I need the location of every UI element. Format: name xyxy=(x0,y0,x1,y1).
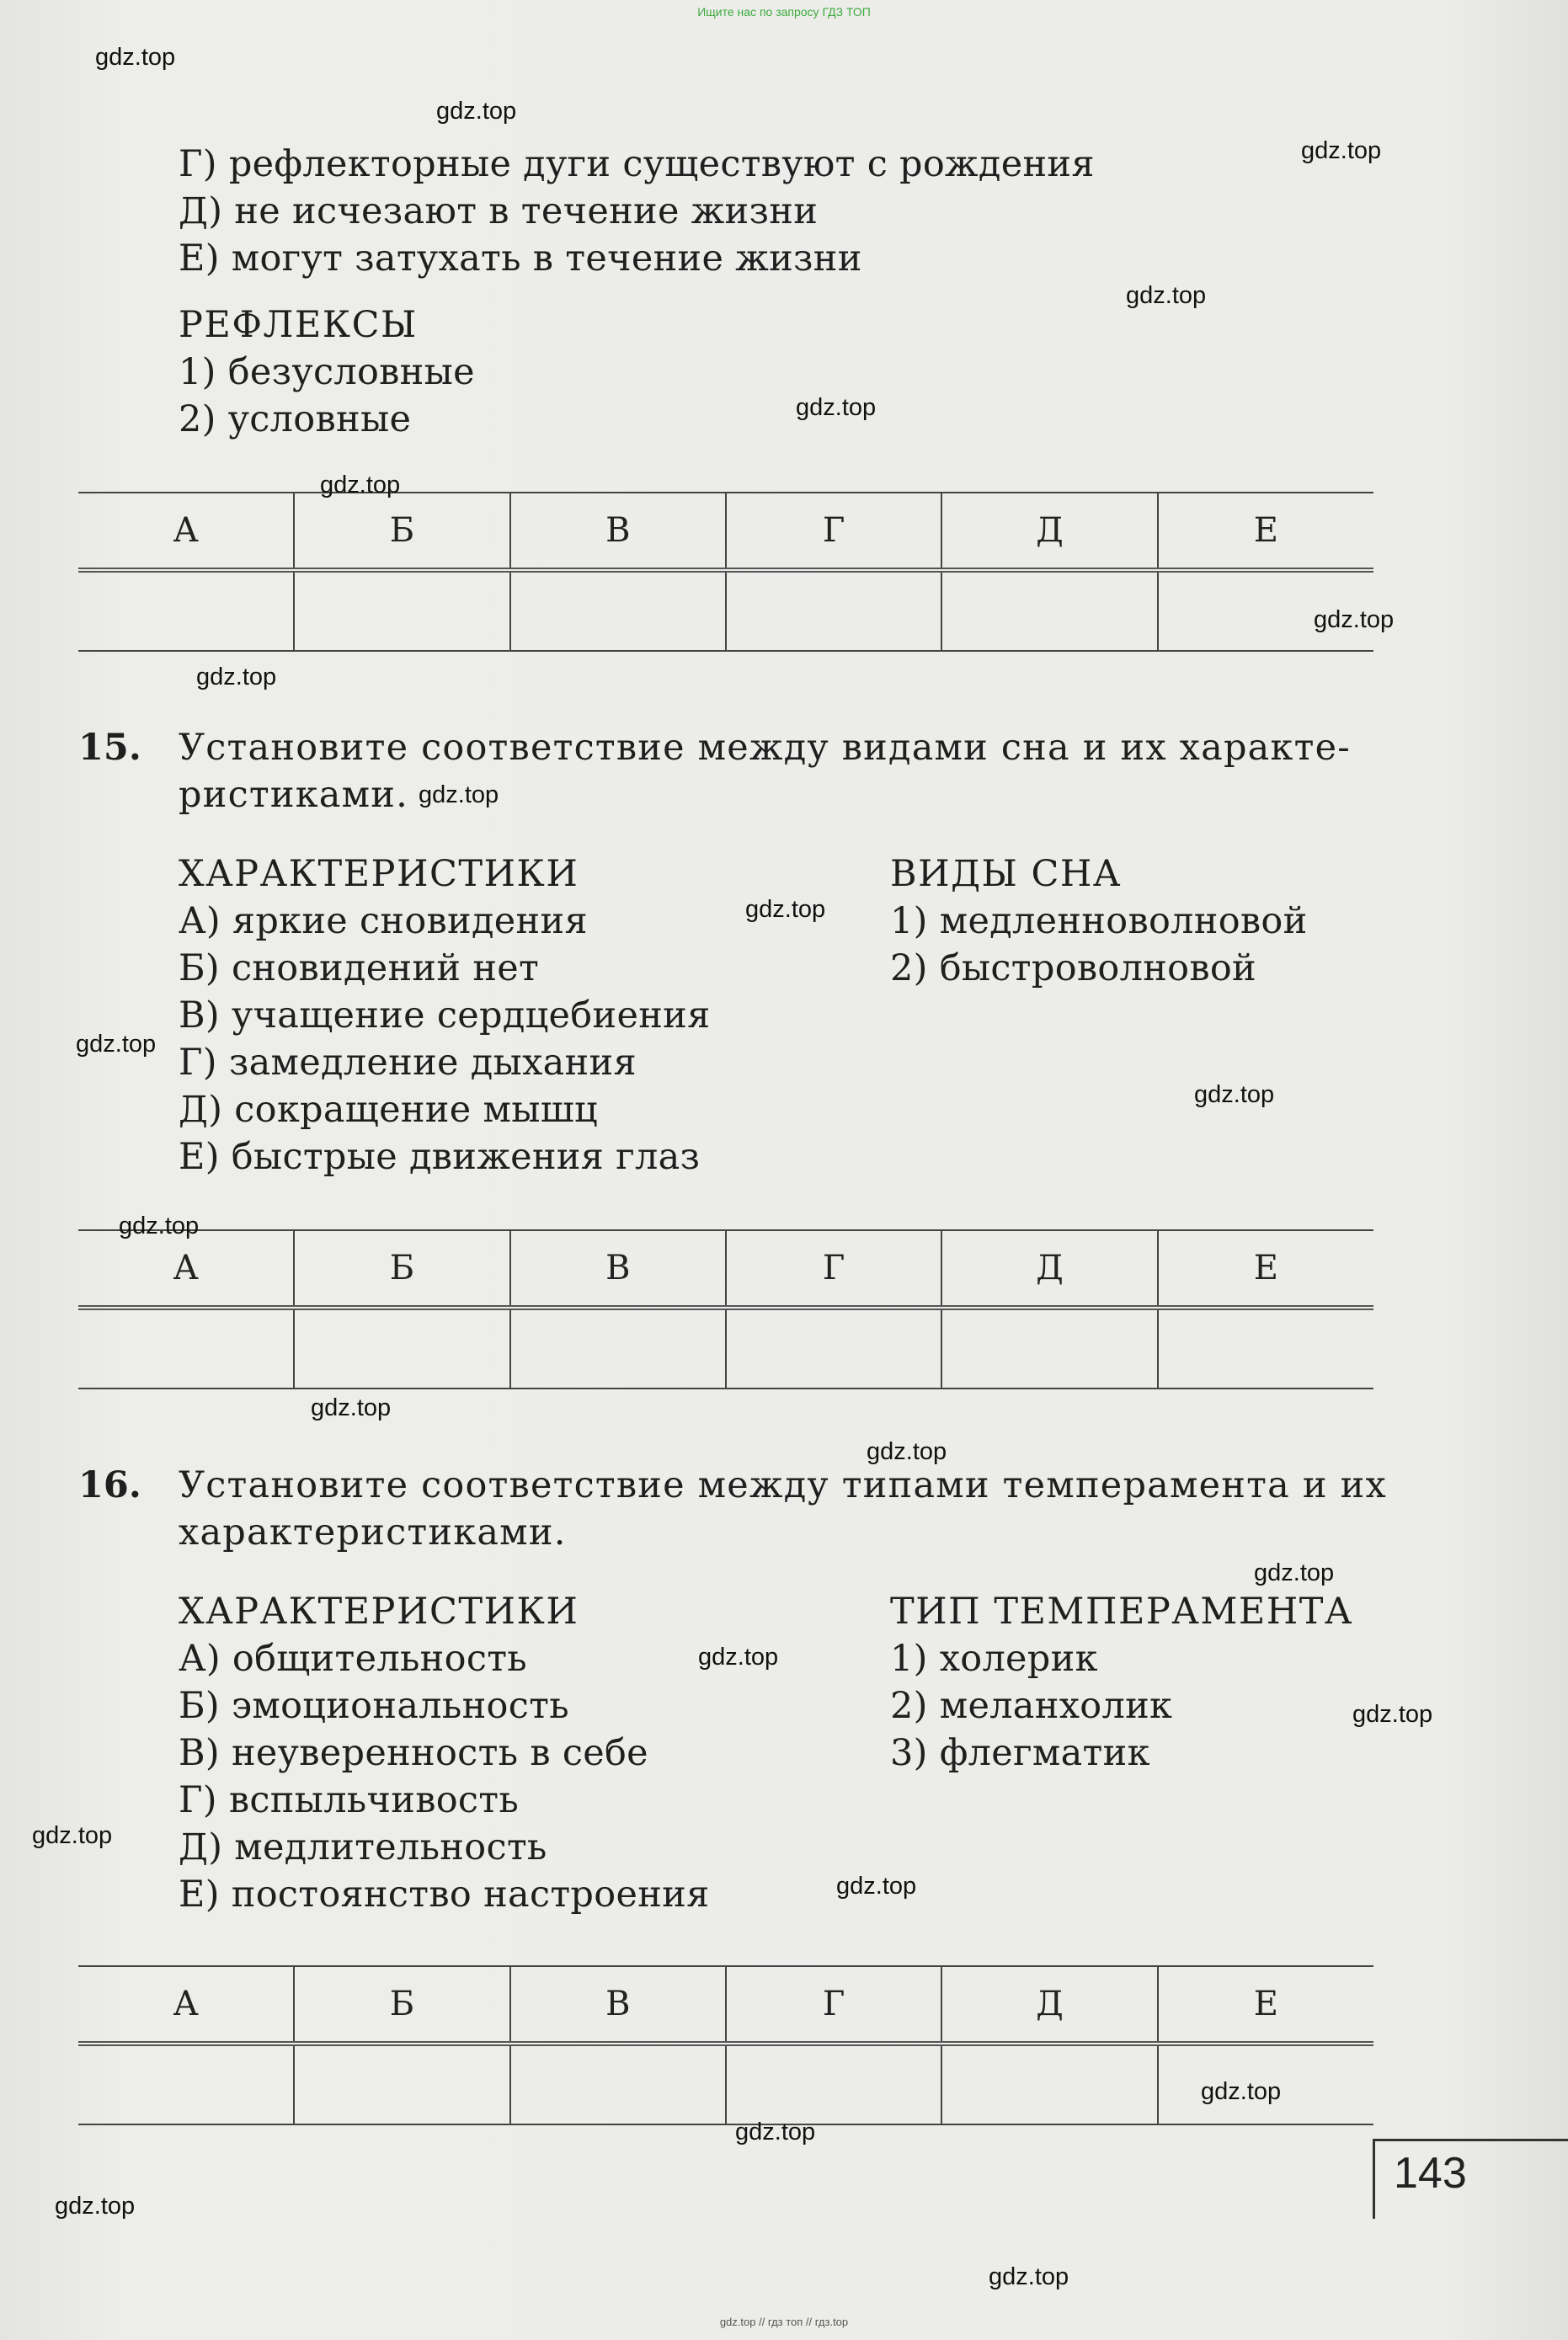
watermark: gdz.top xyxy=(311,1394,392,1421)
answer-cell[interactable] xyxy=(294,2044,509,2124)
q15-number: 15. xyxy=(78,727,141,769)
q16-option-2: 2) меланхолик xyxy=(890,1685,1173,1727)
watermark: gdz.top xyxy=(1126,282,1207,309)
q16-option-1: 1) холерик xyxy=(890,1638,1098,1680)
watermark: gdz.top xyxy=(436,98,517,125)
q14-item-d: Д) не исчезают в течение жизни xyxy=(179,190,819,232)
answer-cell[interactable] xyxy=(510,570,726,651)
watermark: gdz.top xyxy=(1201,2078,1282,2105)
page-number: 143 xyxy=(1394,2149,1467,2198)
q14-item-e: Е) могут затухать в течение жизни xyxy=(179,237,862,280)
q16-right-heading: ТИП ТЕМПЕРАМЕНТА xyxy=(890,1591,1353,1633)
answer-cell[interactable] xyxy=(941,1308,1157,1389)
table-header-d: Д xyxy=(941,1966,1157,2044)
table-header-e: Е xyxy=(1158,1966,1373,2044)
watermark: gdz.top xyxy=(867,1438,947,1465)
q16-answer-table xyxy=(78,1965,1373,2125)
answer-cell[interactable] xyxy=(78,1308,294,1389)
table-header-v: В xyxy=(510,1966,726,2044)
q15-question-line2: ристиками. xyxy=(179,774,409,816)
table-header-b: Б xyxy=(294,1230,509,1308)
answer-cell[interactable] xyxy=(510,1308,726,1389)
q15-item-v: В) учащение сердцебиения xyxy=(179,994,711,1037)
q16-item-a: А) общительность xyxy=(179,1638,528,1680)
answer-cell[interactable] xyxy=(1158,1308,1373,1389)
q16-item-e: Е) постоянство настроения xyxy=(179,1874,710,1916)
watermark: gdz.top xyxy=(119,1213,200,1239)
watermark: gdz.top xyxy=(1194,1081,1275,1108)
answer-cell[interactable] xyxy=(726,2044,941,2124)
table-header-e: Е xyxy=(1158,1230,1373,1308)
table-header-b: Б xyxy=(294,493,509,570)
q14-option-1: 1) безусловные xyxy=(179,351,475,393)
table-header-a: А xyxy=(173,1249,199,1287)
q16-number: 16. xyxy=(78,1464,141,1506)
watermark: gdz.top xyxy=(1314,606,1395,633)
watermark: gdz.top xyxy=(76,1031,157,1058)
watermark: gdz.top xyxy=(196,664,277,690)
answer-cell[interactable] xyxy=(726,1308,941,1389)
table-header-g: Г xyxy=(726,1966,941,2044)
q15-item-d: Д) сокращение мышц xyxy=(179,1089,598,1131)
answer-cell[interactable] xyxy=(78,2044,294,2124)
q16-item-g: Г) вспыльчивость xyxy=(179,1779,520,1821)
table-header-g: Г xyxy=(726,1230,941,1308)
q15-item-b: Б) сновидений нет xyxy=(179,947,540,989)
q16-left-heading: ХАРАКТЕРИСТИКИ xyxy=(179,1591,579,1633)
table-header-v: В xyxy=(510,493,726,570)
table-header-a: А xyxy=(173,1985,199,2023)
table-header-d: Д xyxy=(941,1230,1157,1308)
q15-item-e: Е) быстрые движения глаз xyxy=(179,1136,701,1178)
table-header-b: Б xyxy=(294,1966,509,2044)
answer-cell[interactable] xyxy=(941,2044,1157,2124)
q14-item-g: Г) рефлекторные дуги существуют с рождения xyxy=(179,143,1095,185)
watermark: gdz.top xyxy=(698,1644,779,1671)
q16-item-d: Д) медлительность xyxy=(179,1826,547,1868)
watermark: gdz.top xyxy=(55,2193,136,2220)
watermark: gdz.top xyxy=(745,896,826,923)
watermark: gdz.top xyxy=(32,1822,113,1849)
answer-cell[interactable] xyxy=(78,570,294,651)
watermark: gdz.top xyxy=(95,44,176,71)
top-search-note: Ищите нас по запросу ГДЗ ТОП xyxy=(697,5,871,19)
q15-left-heading: ХАРАКТЕРИСТИКИ xyxy=(179,853,579,895)
watermark: gdz.top xyxy=(796,394,877,421)
table-header-v: В xyxy=(510,1230,726,1308)
q15-item-g: Г) замедление дыхания xyxy=(179,1042,637,1084)
watermark: gdz.top xyxy=(1301,137,1382,164)
q16-option-3: 3) флегматик xyxy=(890,1732,1150,1774)
bottom-note: gdz.top // гдз топ // гдз.top xyxy=(719,2316,849,2328)
q14-answer-table xyxy=(78,492,1373,652)
q16-item-b: Б) эмоциональность xyxy=(179,1685,569,1727)
q15-option-2: 2) быстроволновой xyxy=(890,947,1257,989)
answer-cell[interactable] xyxy=(294,1308,509,1389)
watermark: gdz.top xyxy=(836,1873,917,1900)
watermark: gdz.top xyxy=(735,2119,816,2145)
q16-item-v: В) неуверенность в себе xyxy=(179,1732,648,1774)
q15-item-a: А) яркие сновидения xyxy=(179,900,588,942)
q16-question-line1: Установите соответствие между типами темперамента и их xyxy=(179,1464,1387,1506)
watermark: gdz.top xyxy=(1352,1701,1433,1728)
watermark: gdz.top xyxy=(419,781,499,808)
q14-options-heading: РЕФЛЕКСЫ xyxy=(179,304,418,346)
table-header-e: Е xyxy=(1158,493,1373,570)
table-header-d: Д xyxy=(941,493,1157,570)
q15-right-heading: ВИДЫ СНА xyxy=(890,853,1122,895)
answer-cell[interactable] xyxy=(294,570,509,651)
watermark: gdz.top xyxy=(320,472,401,498)
answer-cell[interactable] xyxy=(510,2044,726,2124)
q16-question-line2: характеристиками. xyxy=(179,1511,567,1554)
watermark: gdz.top xyxy=(989,2263,1069,2290)
answer-cell[interactable] xyxy=(941,570,1157,651)
watermark: gdz.top xyxy=(1254,1559,1335,1586)
q15-option-1: 1) медленноволновой xyxy=(890,900,1308,942)
q15-answer-table xyxy=(78,1229,1373,1389)
q15-question-line1: Установите соответствие между видами сна и их характе- xyxy=(179,727,1351,769)
table-header-g: Г xyxy=(726,493,941,570)
q14-option-2: 2) условные xyxy=(179,398,412,440)
table-header-a: А xyxy=(173,511,199,550)
answer-cell[interactable] xyxy=(726,570,941,651)
